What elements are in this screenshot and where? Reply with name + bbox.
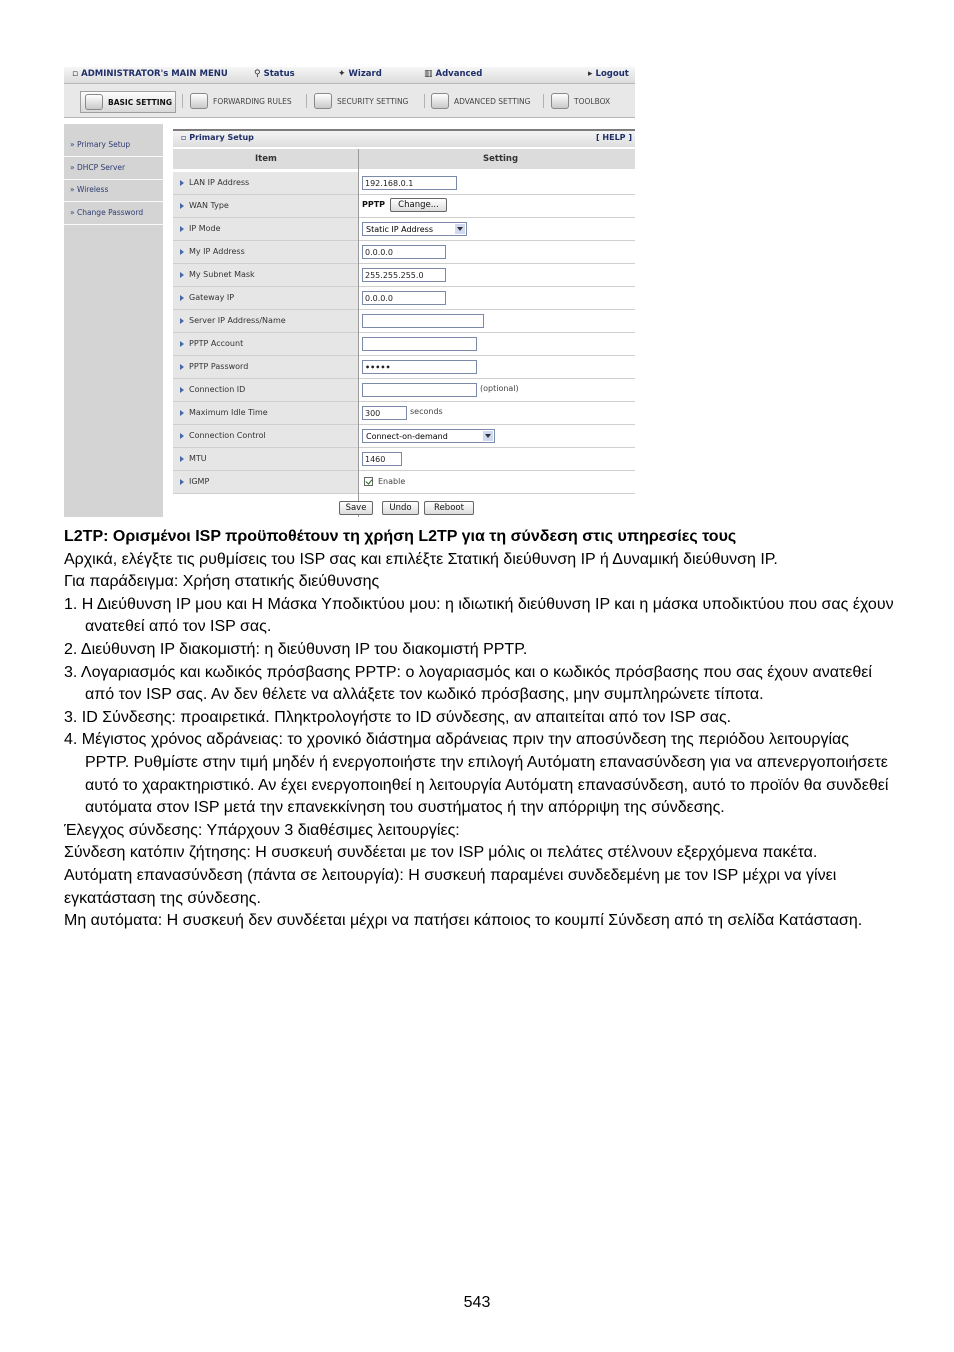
paragraph: Σύνδεση κατόπιν ζήτησης: Η συσκευή συνδέεται με τον ISP μόλις οι πελάτες στέλνουν εξερχόμενα πακέτα. bbox=[64, 844, 818, 862]
connection-id-input[interactable] bbox=[362, 383, 477, 397]
logout-link[interactable]: ▸ Logout bbox=[588, 69, 629, 79]
arrow-right-icon bbox=[180, 272, 184, 278]
forwarding-icon bbox=[190, 93, 208, 109]
list-item: 2. Διεύθυνση IP διακομιστή: η διεύθυνση IP του διακομιστή PPTP. bbox=[64, 640, 528, 658]
arrow-right-icon bbox=[180, 295, 184, 301]
arrow-right-icon bbox=[180, 479, 184, 485]
arrow-right-icon bbox=[180, 433, 184, 439]
pptp-account-input[interactable] bbox=[362, 337, 477, 351]
status-icon: ⚲ bbox=[254, 69, 261, 79]
tab-toolbox[interactable]: TOOLBOX bbox=[551, 91, 610, 111]
arrow-right-icon bbox=[180, 226, 184, 232]
gateway-ip-input[interactable]: 0.0.0.0 bbox=[362, 291, 446, 305]
section-heading: L2TP: Ορισμένοι ISP προϋποθέτουν τη χρήση L2TP για τη σύνδεση στις υπηρεσίες τους bbox=[64, 528, 737, 545]
panel-header bbox=[173, 129, 635, 147]
router-screenshot bbox=[64, 67, 635, 517]
paragraph: Για παράδειγμα: Χρήση στατικής διεύθυνσης bbox=[64, 573, 380, 591]
paragraph: Αυτόματη επανασύνδεση (πάντα σε λειτουργία): Η συσκευή παραμένει συνδεδεμένη με τον ISP μέχρι να γίνει εγκατάσταση της σύνδεσης. bbox=[64, 866, 837, 907]
sidebar-divider bbox=[64, 179, 163, 180]
menu-square-icon: ▫ bbox=[72, 69, 79, 79]
setting-column-header: Setting bbox=[483, 154, 519, 164]
wizard-link[interactable]: ✦ Wizard bbox=[338, 69, 382, 79]
document-body bbox=[64, 526, 894, 933]
list-item: 4. Μέγιστος χρόνος αδράνειας: το χρονικό διάστημα αδράνειας πριν την αποσύνδεση της περιόδου λειτουργίας PPTP. Ρυθμίστε στην τιμή μηδέν ή ενεργοποιήστε την επιλογή Αυτόματη επανασύνδεση για να απενεργοποιήσετε αυτό το χαρακτηριστικό. Αν έχει ενεργοποιηθεί η λειτουργία Αυτόματη επανασύνδεση, αυτό το προϊόν θα συνδεθεί αυτόματα στον ISP μετά την επανεκκίνηση του συστήματος ή την απόρριψη της σύνδεσης. bbox=[64, 731, 889, 817]
connection-control-select[interactable]: Connect-on-demand bbox=[362, 429, 495, 443]
chevron-down-icon bbox=[483, 431, 493, 441]
server-ip-input[interactable] bbox=[362, 314, 484, 328]
table-row: Connection Control Connect-on-demand bbox=[173, 425, 635, 448]
optional-note: (optional) bbox=[480, 384, 519, 393]
igmp-enable-label: Enable bbox=[378, 477, 406, 486]
table-row: Server IP Address/Name bbox=[173, 310, 635, 333]
list-item: 1. Η Διεύθυνση IP μου και Η Μάσκα Υποδικτύου μου: η ιδιωτική διεύθυνση IP και η μάσκα υποδικτύου που σας έχουν ανατεθεί από τον ISP σας. bbox=[64, 595, 894, 636]
arrow-right-icon bbox=[180, 387, 184, 393]
tab-forwarding-rules[interactable]: FORWARDING RULES bbox=[190, 91, 292, 111]
table-row: Maximum Idle Time 300 seconds bbox=[173, 402, 635, 425]
sidebar-divider bbox=[64, 201, 163, 202]
column-divider bbox=[358, 149, 359, 517]
change-wan-type-button[interactable]: Change... bbox=[390, 198, 447, 212]
tab-divider bbox=[306, 94, 307, 108]
table-row: PPTP Account bbox=[173, 333, 635, 356]
arrow-right-icon bbox=[180, 203, 184, 209]
arrow-right-icon bbox=[180, 249, 184, 255]
arrow-right-icon bbox=[180, 456, 184, 462]
paragraph: Έλεγχος σύνδεσης: Υπάρχουν 3 διαθέσιμες λειτουργίες: bbox=[64, 821, 460, 839]
chevron-down-icon bbox=[455, 224, 465, 234]
lan-ip-input[interactable]: 192.168.0.1 bbox=[362, 176, 457, 190]
pptp-password-input[interactable]: ••••• bbox=[362, 360, 477, 374]
table-row: My IP Address 0.0.0.0 bbox=[173, 241, 635, 264]
table-row: IP Mode Static IP Address bbox=[173, 218, 635, 241]
sidebar-divider bbox=[64, 224, 163, 225]
advanced-link[interactable]: ▥ Advanced bbox=[424, 69, 483, 79]
page-number: 543 bbox=[463, 1294, 491, 1311]
tab-divider bbox=[182, 94, 183, 108]
list-item: 3. Λογαριασμός και κωδικός πρόσβασης PPTP: ο λογαριασμός και ο κωδικός πρόσβασης που σας έχουν ανατεθεί από τον ISP σας. Αν δεν θέλετε να αλλάξετε τον κωδικό πρόσβασης, μην συμπληρώνετε τίποτα. bbox=[64, 663, 872, 704]
mtu-input[interactable]: 1460 bbox=[362, 452, 402, 466]
basic-setting-icon bbox=[85, 94, 103, 110]
max-idle-time-input[interactable]: 300 bbox=[362, 406, 407, 420]
sidebar-item-wireless[interactable]: » Wireless bbox=[70, 185, 109, 194]
table-row: WAN Type PPTP Change... bbox=[173, 195, 635, 218]
arrow-right-icon: ▸ bbox=[588, 69, 593, 79]
tab-security-setting[interactable]: SECURITY SETTING bbox=[314, 91, 408, 111]
sidebar-item-dhcp-server[interactable]: » DHCP Server bbox=[70, 163, 126, 172]
table-row: Connection ID (optional) bbox=[173, 379, 635, 402]
help-link[interactable]: [ HELP ] bbox=[595, 133, 632, 142]
security-icon bbox=[314, 93, 332, 109]
status-link[interactable]: ⚲ Status bbox=[254, 69, 295, 79]
table-row: PPTP Password ••••• bbox=[173, 356, 635, 379]
list-item: 3. ID Σύνδεσης: προαιρετικά. Πληκτρολογήστε το ID σύνδεσης, αν απαιτείται από τον ISP σας. bbox=[64, 708, 732, 726]
toolbox-icon bbox=[551, 93, 569, 109]
arrow-right-icon bbox=[180, 410, 184, 416]
subnet-mask-input[interactable]: 255.255.255.0 bbox=[362, 268, 446, 282]
main-tab-bar bbox=[64, 84, 635, 118]
ip-mode-select[interactable]: Static IP Address bbox=[362, 222, 467, 236]
arrow-right-icon bbox=[180, 180, 184, 186]
table-row: LAN IP Address 192.168.0.1 bbox=[173, 172, 635, 195]
paragraph: Αρχικά, ελέγξτε τις ρυθμίσεις του ISP σας και επιλέξτε Στατική διεύθυνση IP ή Δυναμική διεύθυνση IP. bbox=[64, 550, 778, 568]
seconds-unit: seconds bbox=[410, 407, 443, 416]
tab-advanced-setting[interactable]: ADVANCED SETTING bbox=[431, 91, 530, 111]
arrow-right-icon bbox=[180, 318, 184, 324]
my-ip-input[interactable]: 0.0.0.0 bbox=[362, 245, 446, 259]
undo-button[interactable]: Undo bbox=[382, 501, 419, 515]
sidebar-item-primary-setup[interactable]: » Primary Setup bbox=[70, 140, 131, 149]
table-row: Gateway IP 0.0.0.0 bbox=[173, 287, 635, 310]
igmp-enable-checkbox[interactable] bbox=[364, 477, 373, 486]
advanced-icon: ▥ bbox=[424, 69, 433, 79]
admin-main-menu-link[interactable]: ▫ ADMINISTRATOR's MAIN MENU bbox=[72, 69, 228, 79]
save-button[interactable]: Save bbox=[339, 501, 373, 515]
wan-type-value: PPTP bbox=[362, 200, 386, 209]
arrow-right-icon bbox=[180, 341, 184, 347]
paragraph: Μη αυτόματα: Η συσκευή δεν συνδέεται μέχρι να πατήσει κάποιος το κουμπί Σύνδεση από τη σελίδα Κατάσταση. bbox=[64, 912, 863, 930]
tab-divider bbox=[424, 94, 425, 108]
table-row: My Subnet Mask 255.255.255.0 bbox=[173, 264, 635, 287]
admin-menu-bar bbox=[64, 67, 635, 84]
sidebar bbox=[64, 124, 163, 517]
table-row: IGMP Enable bbox=[173, 471, 635, 494]
tab-basic-setting[interactable]: BASIC SETTING bbox=[80, 91, 176, 113]
panel-title: ▫ Primary Setup bbox=[181, 133, 254, 142]
arrow-right-icon bbox=[180, 364, 184, 370]
tab-divider bbox=[543, 94, 544, 108]
sidebar-divider bbox=[64, 156, 163, 157]
reboot-button[interactable]: Reboot bbox=[424, 501, 474, 515]
table-header bbox=[173, 149, 635, 169]
wizard-icon: ✦ bbox=[338, 69, 346, 79]
item-column-header: Item bbox=[255, 154, 277, 164]
sidebar-item-change-password[interactable]: » Change Password bbox=[70, 208, 144, 217]
advanced-setting-icon bbox=[431, 93, 449, 109]
table-row: MTU 1460 bbox=[173, 448, 635, 471]
